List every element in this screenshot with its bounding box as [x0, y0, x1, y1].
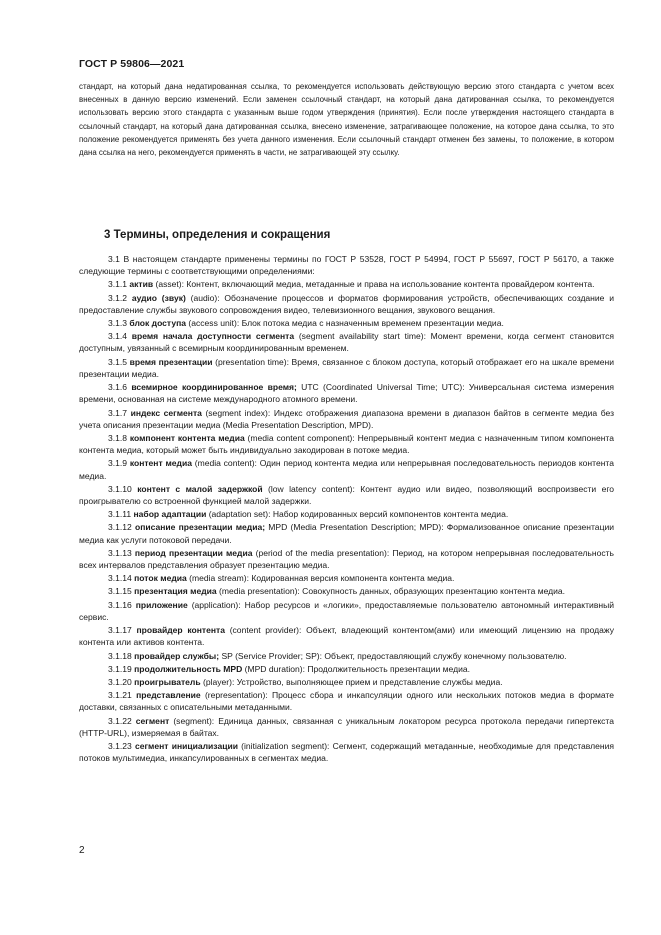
term-number: 3.1.4 [108, 331, 128, 342]
term-name: представление [136, 690, 201, 701]
term-number: 3.1.10 [108, 483, 132, 494]
term-entry [79, 663, 614, 675]
term-number: 3.1.12 [108, 522, 132, 533]
term-name: сегмент [135, 715, 170, 726]
term-number: 3.1.8 [108, 432, 128, 443]
term-entry [79, 715, 614, 739]
term-name: период презентации медиа [134, 547, 253, 558]
term-name: продолжительность MPD [134, 663, 243, 674]
term-definition: (period of the media presentation): Период, на котором непрерывная последовательность всех интервалов представления образует презентацию медиа. [79, 547, 614, 570]
term-entry [79, 547, 614, 571]
term-definition: (presentation time): Время, связанное с блоком доступа, который отображает его на шкале времени презентации медиа. [79, 356, 614, 379]
term-number: 3.1.19 [108, 663, 132, 674]
term-definition: (segment index): Индекс отображения диапазона времени в диапазон байтов в сегменте медиа без учета описания презентации медиа (Media Presentation Description, MPD). [79, 407, 615, 430]
term-entry [79, 599, 614, 623]
term-number: 3.1.17 [108, 625, 132, 636]
term-entry [79, 317, 614, 329]
term-name: провайдер службы; [134, 650, 220, 661]
term-entry [79, 508, 614, 520]
term-definition: (audio): Обозначение процессов и форматов формирования устройств, обеспечивающих создание и предоставление службы звукового сопровождения видео, телевизионного вещания, звукового вещания. [79, 292, 614, 315]
intro-paragraph: стандарт, на который дана недатированная ссылка, то рекомендуется использовать действующую версию этого стандарта с учетом всех внесенных в данную версию изменений. Если заменен ссылочный стандарт, на который дана датированная ссылка, то рекомендуется использовать версию этого стандарта с указанным выше годом утверждения (принятия). Если после утверждения настоящего стандарта в ссылочный стандарт, на который дана датированная ссылка, внесено изменение, затрагивающее положение, на которое дана ссылка, то это положение рекомендуется применять без учета данного изменения. Если ссылочный стандарт отменен без замены, то положение, в котором дана ссылка на него, рекомендуется применять в части, не затрагивающей эту ссылку. [79, 82, 614, 158]
term-number: 3.1.23 [108, 741, 132, 752]
term-entry [79, 624, 614, 648]
term-name: приложение [135, 599, 188, 610]
term-number: 3.1.22 [108, 715, 132, 726]
term-definition: (media content): Один период контента медиа или непрерывная последовательность периодов контента медиа. [79, 458, 614, 481]
term-entry [79, 585, 614, 597]
term-definition: (media content component): Непрерывный контент медиа с назначенным типом компонента контента медиа, который может быть индивидуально закодирован в потоке медиа. [79, 432, 614, 456]
page-number: 2 [79, 845, 85, 856]
term-name: аудио (звук) [131, 292, 186, 303]
term-definition: (media stream): Кодированная версия компонента контента медиа. [186, 573, 455, 584]
term-definition: (media presentation): Совокупность данных, образующих презентацию контента медиа. [216, 586, 566, 597]
term-definition: (access unit): Блок потока медиа с назначенным временем презентации медиа. [186, 318, 504, 329]
term-number: 3.1.7 [108, 407, 128, 418]
term-number: 3.1.1 [108, 279, 128, 290]
term-definition: UTC (Coordinated Universal Time; UTC): Универсальная система измерения времени, основанная на системе международного атомного времени. [79, 382, 614, 405]
lead-paragraph [79, 253, 614, 277]
term-name: поток медиа [134, 573, 187, 584]
term-name: время презентации [129, 356, 213, 367]
term-entry [79, 407, 614, 431]
term-entry [79, 432, 614, 456]
lead-text: 3.1 В настоящем стандарте применены термины по ГОСТ Р 53528, ГОСТ Р 54994, ГОСТ Р 55697, ГОСТ Р 56170, а также следующие термины с соответствующими определениями: [79, 254, 614, 277]
term-number: 3.1.14 [108, 573, 132, 584]
term-definition: (initialization segment): Сегмент, содержащий метаданные, необходимые для представления потоков мультимедиа, инкапсулированных в сегментах медиа. [79, 741, 614, 764]
section-body [79, 253, 614, 766]
term-number: 3.1.3 [108, 318, 128, 329]
term-entry [79, 676, 614, 688]
term-definition: (player): Устройство, выполняющее прием и представление службы медиа. [200, 677, 503, 688]
term-definition: (content provider): Объект, владеющий контентом(ами) или имеющий лицензию на продажу контента или активов контента. [79, 625, 614, 648]
term-entry [79, 740, 614, 764]
term-definition: (low latency content): Контент аудио или видео, позволяющий воспроизвести его проигрывателю со встроенной функцией малой задержки. [79, 483, 615, 506]
term-name: индекс сегмента [130, 407, 202, 418]
term-name: актив [129, 279, 154, 290]
term-name: проигрыватель [134, 677, 201, 688]
term-number: 3.1.11 [108, 509, 132, 520]
term-definition: (adaptation set): Набор кодированных версий компонентов контента медиа. [206, 509, 509, 520]
term-definition: (segment): Единица данных, связанная с уникальным локатором ресурса протокола передачи гипертекста (HTTP-URL), измеряемая в байтах. [79, 715, 614, 738]
term-number: 3.1.2 [108, 292, 128, 303]
term-name: контент с малой задержкой [137, 483, 263, 494]
term-name: блок доступа [129, 318, 187, 329]
terms-list [79, 278, 614, 764]
term-number: 3.1.6 [108, 382, 128, 393]
term-definition: (application): Набор ресурсов и «логики», предоставляемые пользователю автономный интерактивный сервис. [79, 599, 615, 622]
term-number: 3.1.13 [108, 547, 132, 558]
term-name: время начала доступности сегмента [131, 331, 295, 342]
term-definition: (segment availability start time): Момент времени, когда сегмент становится доступным, увязанный с всемирным координированным временем. [79, 331, 615, 354]
term-number: 3.1.18 [108, 650, 132, 661]
term-name: провайдер контента [136, 625, 225, 636]
term-name: презентация медиа [134, 586, 217, 597]
term-entry [79, 278, 614, 290]
term-entry [79, 457, 614, 481]
term-name: контент медиа [129, 458, 192, 469]
section-title: 3 Термины, определения и сокращения [104, 229, 331, 241]
term-entry [79, 356, 614, 380]
term-definition: MPD (Media Presentation Description; MPD): Формализованное описание презентации медиа как услуги потоковой передачи. [79, 522, 615, 545]
term-entry [79, 483, 614, 507]
term-entry [79, 650, 614, 662]
document-header: ГОСТ Р 59806—2021 [79, 58, 185, 70]
term-definition: (asset): Контент, включающий медиа, метаданные и права на использование контента провайдером контента. [153, 279, 595, 290]
term-definition: (representation): Процесс сбора и инкапсуляции одного или нескольких потоков медиа в формате доставки, связанных с описательными метаданными. [79, 690, 614, 713]
term-definition: (MPD duration): Продолжительность презентации медиа. [242, 663, 471, 674]
term-definition: SP (Service Provider; SP): Объект, предоставляющий службу конечному пользователю. [219, 650, 567, 661]
term-entry [79, 330, 614, 354]
term-entry [79, 381, 614, 405]
term-entry [79, 292, 614, 316]
term-name: набор адаптации [133, 509, 207, 520]
term-number: 3.1.15 [108, 586, 132, 597]
term-number: 3.1.16 [108, 599, 132, 610]
term-number: 3.1.5 [108, 356, 128, 367]
term-entry [79, 521, 614, 545]
term-entry [79, 572, 614, 584]
term-name: описание презентации медиа; [134, 522, 266, 533]
term-name: всемирное координированное время; [131, 382, 297, 393]
term-number: 3.1.9 [108, 458, 128, 469]
term-entry [79, 689, 614, 713]
term-name: компонент контента медиа [129, 432, 245, 443]
term-number: 3.1.20 [108, 677, 132, 688]
term-name: сегмент инициализации [134, 741, 238, 752]
term-number: 3.1.21 [108, 690, 132, 701]
